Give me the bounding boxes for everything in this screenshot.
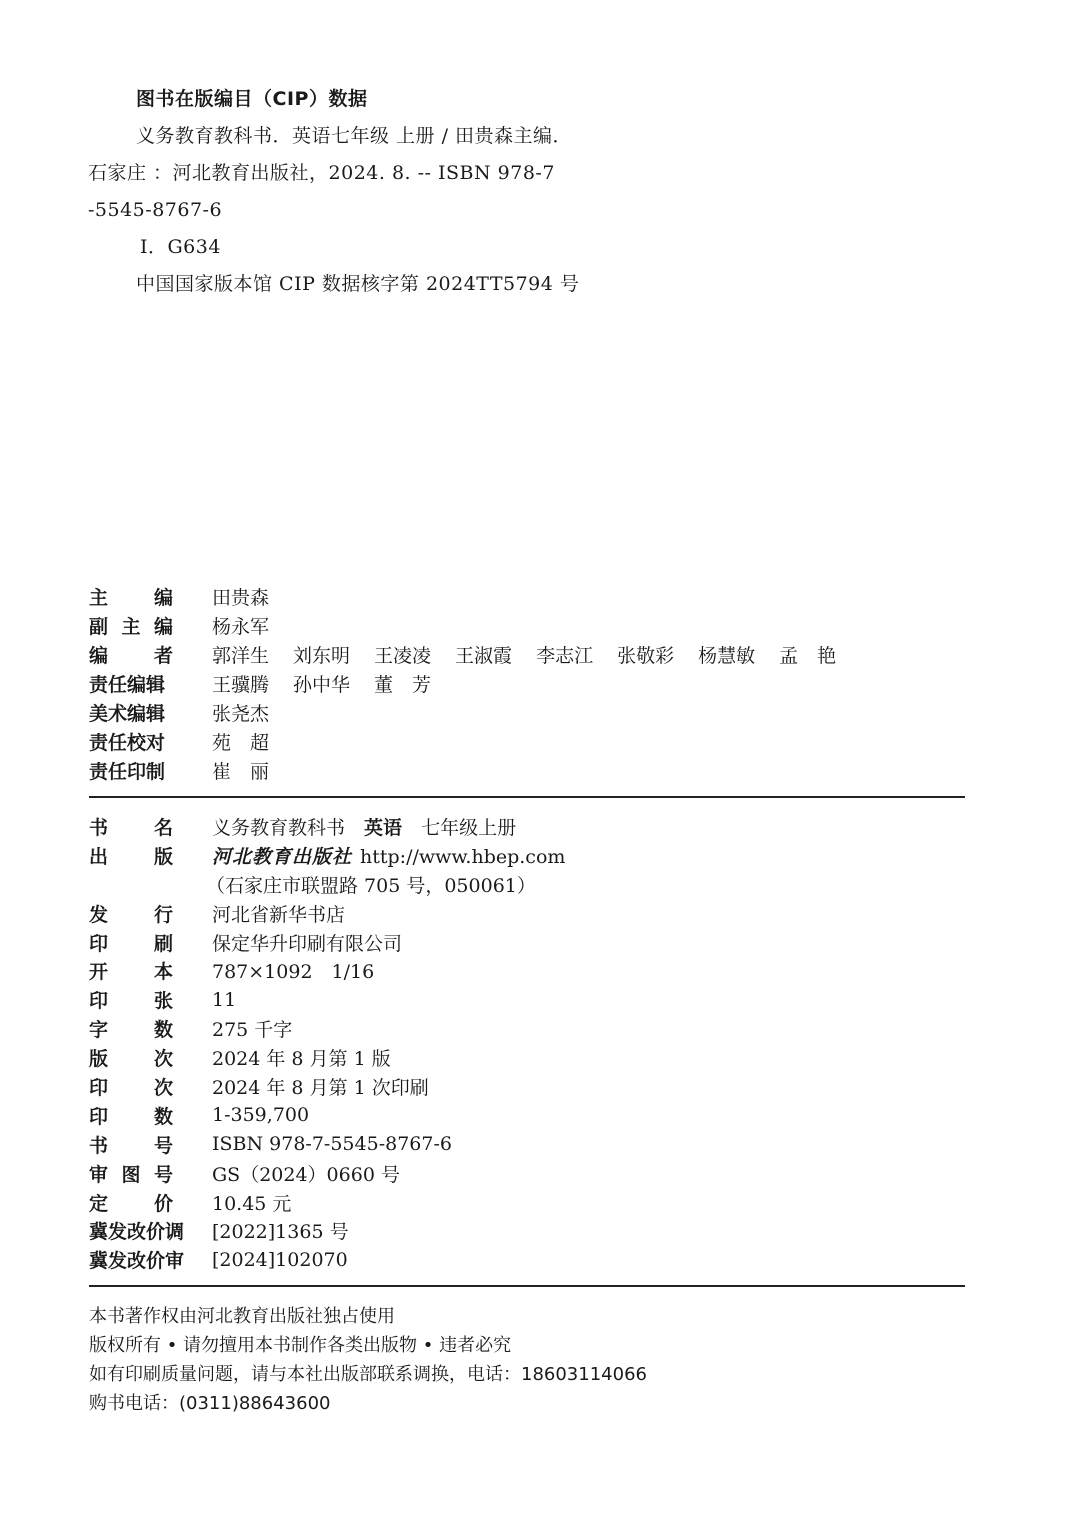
info-value: 河北省新华书店 [212,903,346,926]
info-price [89,1188,989,1217]
editor-name: 杨慧敏 [698,645,756,667]
info-value [212,842,565,869]
credit-responsible-editor [89,669,989,698]
info-isbn [89,1130,989,1159]
editor-name: 董 芳 [374,674,432,696]
credit-printing-supervisor [89,756,989,785]
credit-value: 田贵森 [212,587,270,609]
info-publisher [89,841,989,870]
publisher-address: （石家庄市联盟路 705 号，050061） [206,874,536,897]
credit-chief-editor [89,582,989,611]
divider-bottom [89,1285,965,1287]
info-edition [89,1043,989,1072]
info-value: 保定华升印刷有限公司 [212,932,403,955]
book-info-block [89,812,989,1274]
info-price-review [89,1245,989,1274]
footer-purchase-phone: 购书电话：(0311)88643600 [89,1393,331,1414]
cip-line-5: 中国国家版本馆 CIP 数据核字第 2024TT5794 号 [136,273,580,295]
info-publisher-address [89,870,989,899]
credit-label: 副 主 编 [89,616,173,638]
credits-block [89,582,989,785]
info-label: 书 号 [89,1134,173,1157]
footer-rights-reserved: 版权所有 • 请勿擅用本书制作各类出版物 • 违者必究 [89,1335,512,1356]
footer-quality-contact: 如有印刷质量问题，请与本社出版部联系调换，电话：18603114066 [89,1364,647,1385]
editor-name: 刘东明 [293,645,351,667]
info-book-name [89,812,989,841]
info-label: 书 名 [89,816,173,839]
cip-line-4: Ⅰ．G634 [140,236,221,258]
copyright-footer [89,1302,989,1418]
info-printer [89,928,989,957]
editor-name: 张敬彩 [617,645,675,667]
editor-name: 郭洋生 [212,645,270,667]
info-sheets [89,985,989,1014]
credit-label: 主 编 [89,587,173,609]
info-label: 印 刷 [89,932,173,955]
publisher-url[interactable]: http://www.hbep.com [360,845,566,868]
info-value: [2022]1365 号 [212,1221,349,1244]
info-value: ISBN 978-7-5545-8767-6 [212,1133,452,1156]
info-label: 冀发改价调 [89,1221,185,1244]
cip-title: 图书在版编目（CIP）数据 [136,88,368,110]
cip-data-block [88,84,988,306]
cip-line-2: 石家庄 ：河北教育出版社，2024. 8. -- ISBN 978-7 [88,162,555,184]
info-words [89,1014,989,1043]
info-label: 印 数 [89,1105,173,1128]
credit-value: 张尧杰 [212,703,270,725]
credit-label: 责任印制 [89,761,166,783]
credit-value: 崔 丽 [212,761,270,783]
editor-names [212,641,860,668]
responsible-editor-names [212,670,455,697]
info-value: 义务教育教科书 英语 七年级上册 [212,816,517,839]
info-value: GS（2024）0660 号 [212,1163,400,1186]
info-label: 字 数 [89,1019,173,1042]
info-value: 787×1092 1/16 [212,961,375,984]
info-distributor [89,899,989,928]
credit-value: 杨永军 [212,616,270,638]
credit-editors [89,640,989,669]
info-value: 2024 年 8 月第 1 版 [212,1048,391,1071]
info-label: 定 价 [89,1192,173,1215]
credit-deputy-editor [89,611,989,640]
info-format [89,956,989,985]
info-value: 275 千字 [212,1019,293,1042]
info-label: 出 版 [89,845,173,868]
credit-label: 责任校对 [89,732,166,754]
info-value: 11 [212,988,237,1011]
info-label: 冀发改价审 [89,1250,185,1273]
info-label: 发 行 [89,903,173,926]
info-label: 印 张 [89,990,173,1013]
editor-name: 王凌凌 [374,645,432,667]
credit-proofreader [89,727,989,756]
cip-line-3: -5545-8767-6 [88,199,223,221]
info-value: 10.45 元 [212,1192,292,1215]
info-value: [2024]102070 [212,1248,348,1271]
editor-name: 孙中华 [293,674,351,696]
info-print-run [89,1101,989,1130]
info-map-review [89,1159,989,1188]
publisher-logo: 河北教育出版社 [212,845,353,868]
info-label: 版 次 [89,1048,173,1071]
info-label: 审 图 号 [89,1163,173,1186]
footer-copyright-owner: 本书著作权由河北教育出版社独占使用 [89,1306,395,1327]
credit-value: 苑 超 [212,732,270,754]
info-value: 1-359,700 [212,1104,310,1127]
credit-art-editor [89,698,989,727]
editor-name: 孟 艳 [779,645,837,667]
info-label: 印 次 [89,1076,173,1099]
credit-label: 责任编辑 [89,674,166,696]
credit-label: 编 者 [89,645,173,667]
info-label: 开 本 [89,961,173,984]
editor-name: 李志江 [536,645,594,667]
divider-top [89,796,965,798]
credit-label: 美术编辑 [89,703,166,725]
editor-name: 王骥腾 [212,674,270,696]
info-price-approval [89,1216,989,1245]
editor-name: 王淑霞 [455,645,513,667]
cip-line-1: 义务教育教科书．英语七年级 上册 / 田贵森主编． [136,125,573,147]
info-impression [89,1072,989,1101]
info-value: 2024 年 8 月第 1 次印刷 [212,1076,429,1099]
